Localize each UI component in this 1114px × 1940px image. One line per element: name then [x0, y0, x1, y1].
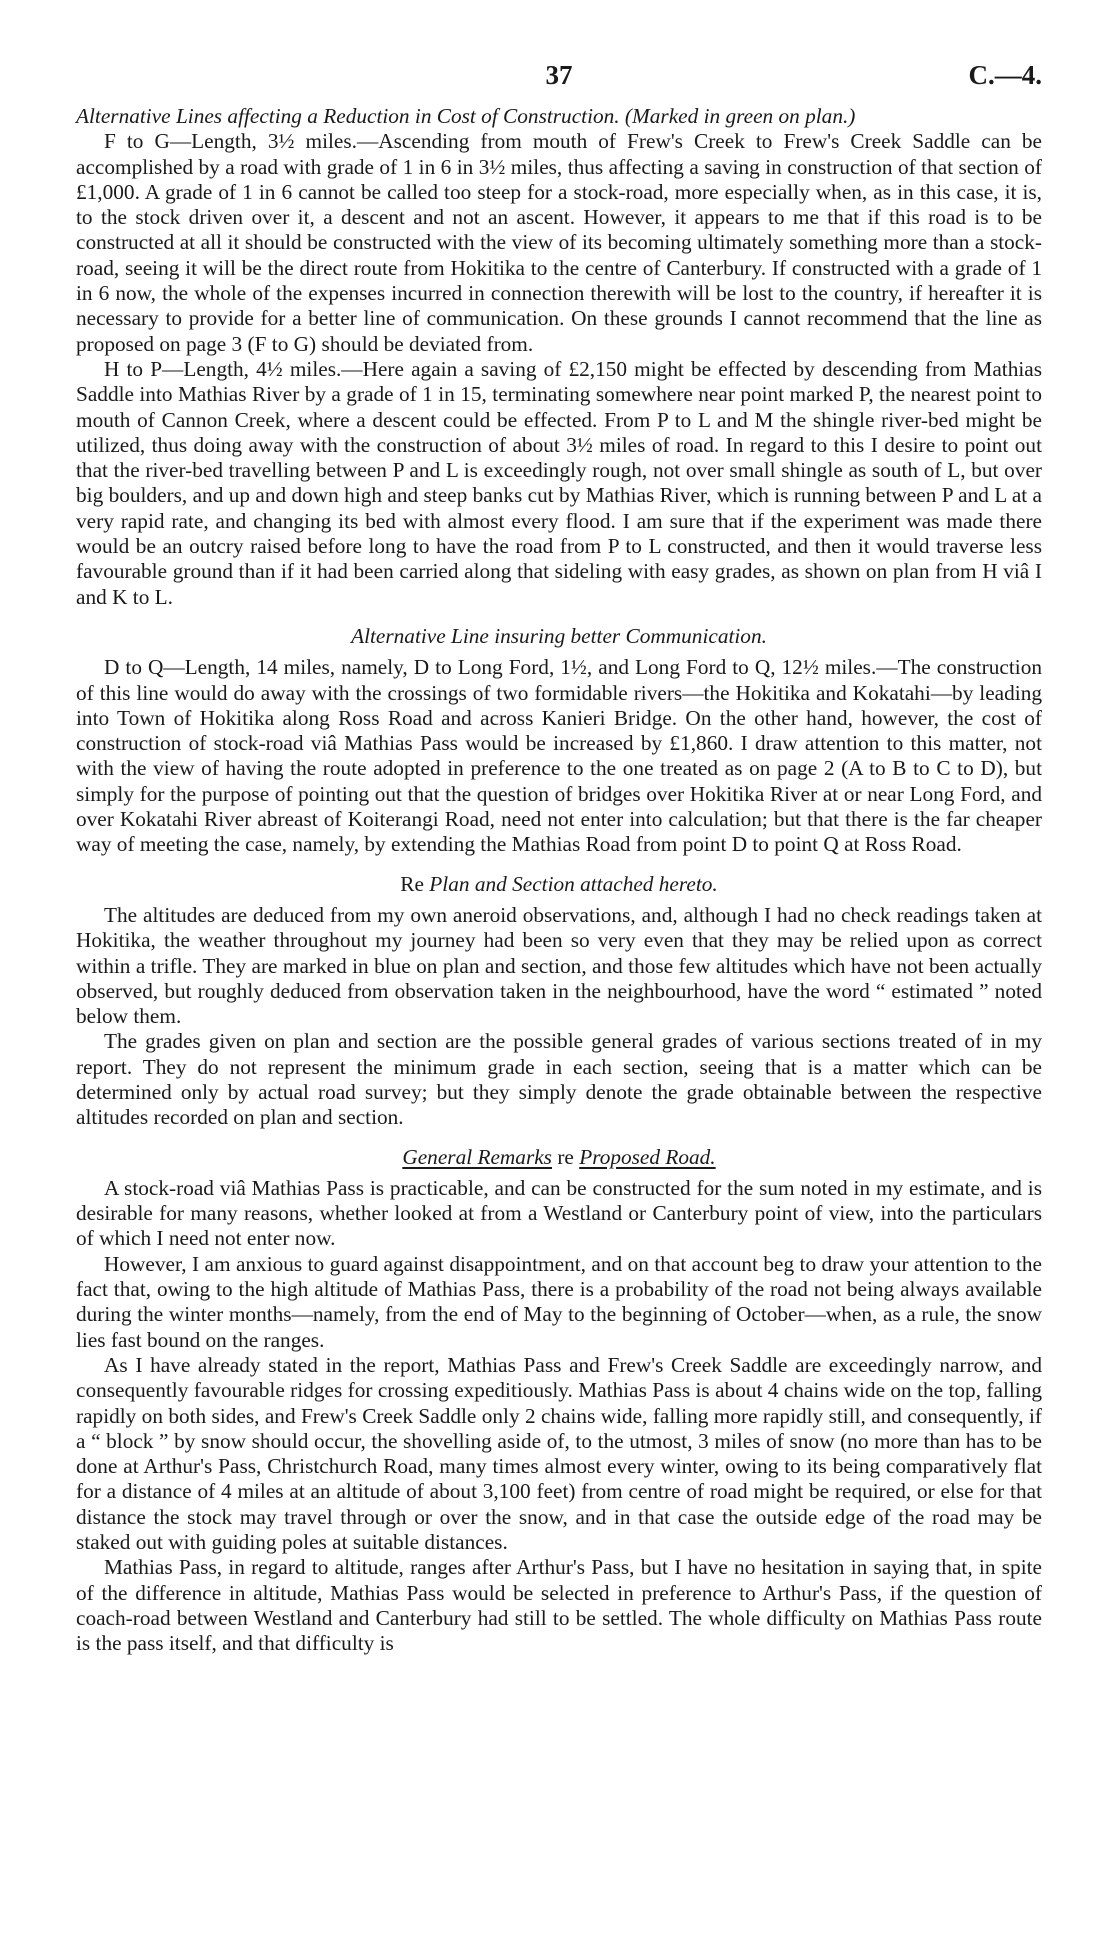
- paragraph: F to G—Length, 3½ miles.—Ascending from mouth of Frew's Creek to Frew's Creek Saddle can be accomplished by a road with grade of 1 in 6 in 3½ miles, thus affecting a saving in construction of that section of £1,000. A grade of 1 in 6 cannot be called too steep for a stock-road, more especially when, as in this case, it is, to the stock driven over it, a descent and not an ascent. However, it appears to me that if this road is to be constructed at all it should be constructed with the view of its becoming ultimately something more than a stock-road, seeing it will be the direct route from Hokitika to the centre of Canterbury. If constructed with a grade of 1 in 6 now, the whole of the expenses incurred in connection therewith will be lost to the country, if hereafter it is necessary to provide for a better line of communication. On these grounds I cannot recommend that the line as proposed on page 3 (F to G) should be deviated from.: [76, 129, 1042, 356]
- document-page: [76, 60, 1042, 1657]
- paragraph: Mathias Pass, in regard to altitude, ranges after Arthur's Pass, but I have no hesitation in saying that, in spite of the difference in altitude, Mathias Pass would be selected in preference to Arthur's Pass, if the question of coach-road between Westland and Canterbury had still to be settled. The whole difficulty on Mathias Pass route is the pass itself, and that difficulty is: [76, 1555, 1042, 1656]
- page-header: [76, 60, 1042, 104]
- section-heading: [76, 872, 1042, 897]
- paragraph: H to P—Length, 4½ miles.—Here again a saving of £2,150 might be effected by descending from Mathias Saddle into Mathias River by a grade of 1 in 15, terminating somewhere near point marked P, the nearest point to mouth of Cannon Creek, where a descent could be effected. From P to L and M the shingle river-bed might be utilized, thus doing away with the construction of about 3½ miles of road. In regard to this I desire to point out that the river-bed travelling between P and L is exceedingly rough, not over small shingle as south of L, but over big boulders, and up and down high and steep banks cut by Mathias River, which is running between P and L at a very rapid rate, and changing its bed with almost every flood. I am sure that if the experiment was made there would be an outcry raised before long to have the road from P to L constructed, and then it would traverse less favourable ground than if it had been carried along that sideling with easy grades, as shown on plan from H viâ I and K to L.: [76, 356, 1042, 609]
- section-alternative-line-communication: [76, 624, 1042, 858]
- heading-connector: re: [557, 1144, 574, 1169]
- paragraph: The grades given on plan and section are the possible general grades of various sections treated of in my report. They do not represent the minimum grade in each section, seeing that is a matter which can be determined only by actual road survey; but they simply denote the grade obtainable between the respective altitudes recorded on plan and section.: [76, 1029, 1042, 1130]
- section-plan-and-section: [76, 872, 1042, 1131]
- section-heading: Alternative Lines affecting a Reduction in Cost of Construction. (Marked in green on plan.): [76, 104, 856, 128]
- paragraph: D to Q—Length, 14 miles, namely, D to Long Ford, 1½, and Long Ford to Q, 12½ miles.—The construction of this line would do away with the crossings of two formidable rivers—the Hokitika and Kokatahi—by leading into Town of Hokitika along Ross Road and across Kanieri Bridge. On the other hand, however, the cost of construction of stock-road viâ Mathias Pass would be increased by £1,860. I draw attention to this matter, not with the view of having the route adopted in preference to the one treated as on page 2 (A to B to C to D), but simply for the purpose of pointing out that the question of bridges over Hokitika River at or near Long Ford, and over Kokatahi River abreast of Koiterangi Road, need not enter into calculation; but that there is the far cheaper way of meeting the case, namely, by extending the Mathias Road from point D to point Q at Ross Road.: [76, 655, 1042, 857]
- document-code: C.—4.: [968, 60, 1042, 90]
- paragraph: A stock-road viâ Mathias Pass is practicable, and can be constructed for the sum noted in my estimate, and is desirable for many reasons, whether looked at from a Westland or Canterbury point of view, into the particulars of which I need not enter now.: [76, 1175, 1042, 1251]
- paragraph: However, I am anxious to guard against disappointment, and on that account beg to draw your attention to the fact that, owing to the high altitude of Mathias Pass, there is a probability of the road not being always available during the winter months—namely, from the end of May to the beginning of October—when, as a rule, the snow lies fast bound on the ranges.: [76, 1251, 1042, 1352]
- heading-title-b: Proposed Road.: [579, 1144, 716, 1169]
- section-alternative-lines-reduction: [76, 104, 1042, 610]
- paragraph: As I have already stated in the report, Mathias Pass and Frew's Creek Saddle are exceedingly narrow, and consequently favourable ridges for crossing expeditiously. Mathias Pass is about 4 chains wide on the top, falling rapidly on both sides, and Frew's Creek Saddle only 2 chains wide, falling more rapidly still, and consequently, if a “ block ” by snow should occur, the shovelling aside of, to the utmost, 3 miles of snow (no more than has to be done at Arthur's Pass, Christchurch Road, many times almost every winter, owing to its being comparatively flat for a distance of 4 miles at an altitude of about 3,100 feet) from centre of road might be required, or else for that distance the stock may travel through or over the snow, and in that case the outside edge of the road may be staked out with guiding poles at suitable distances.: [76, 1352, 1042, 1555]
- heading-title-a: General Remarks: [402, 1144, 552, 1169]
- page-number: 37: [545, 60, 573, 90]
- section-heading: Alternative Line insuring better Communication.: [351, 623, 767, 648]
- paragraph: The altitudes are deduced from my own aneroid observations, and, although I had no check readings taken at Hokitika, the weather throughout my journey had been so very even that they may be relied upon as correct within a trifle. They are marked in blue on plan and section, and those few altitudes which have not been actually observed, but roughly deduced from observation taken in the neighbourhood, have the word “ estimated ” noted below them.: [76, 902, 1042, 1029]
- section-heading: [76, 1145, 1042, 1170]
- heading-title: Plan and Section attached hereto.: [429, 871, 718, 896]
- heading-prefix: Re: [400, 871, 424, 896]
- section-general-remarks: [76, 1145, 1042, 1657]
